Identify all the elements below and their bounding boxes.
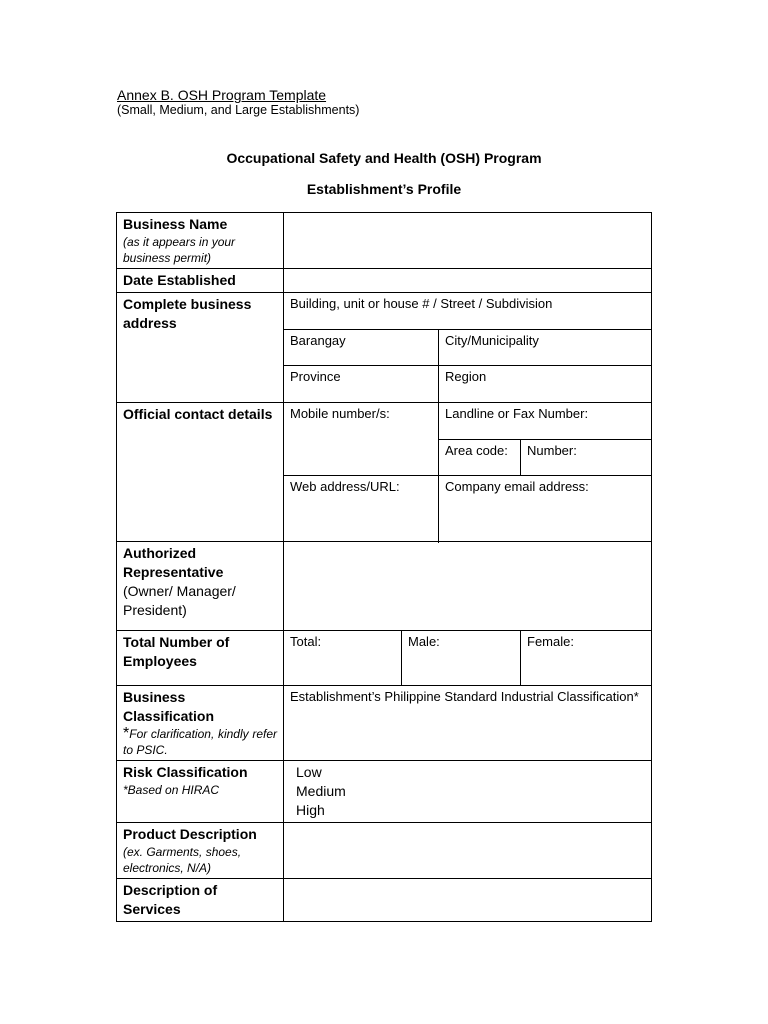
contact-email-field[interactable]: Company email address: (439, 476, 652, 542)
address-building-field[interactable]: Building, unit or house # / Street / Subdivision (284, 293, 652, 330)
contact-landline-label: Landline or Fax Number: (439, 403, 652, 440)
contact-number-field[interactable]: Number: (521, 440, 652, 476)
contact-web-field[interactable]: Web address/URL: (284, 476, 439, 542)
date-established-label-cell (117, 269, 284, 293)
employees-total-field[interactable]: Total: (284, 631, 402, 686)
annex-subtitle: (Small, Medium, and Large Establishments) (117, 103, 360, 117)
address-province-field[interactable]: Province (284, 366, 439, 403)
date-established-field[interactable] (284, 269, 652, 293)
business-name-hint: (as it appears in your business permit) (123, 235, 236, 265)
representative-label: Authorized Representative (123, 545, 224, 580)
contact-mobile-field[interactable]: Mobile number/s: (284, 403, 439, 476)
representative-field[interactable] (284, 542, 652, 631)
employees-female-field[interactable]: Female: (521, 631, 652, 686)
risk-option-high[interactable]: High (296, 802, 325, 818)
employees-label: Total Number of Employees (123, 634, 230, 669)
product-field[interactable] (284, 823, 652, 879)
address-label-cell (117, 293, 284, 403)
contact-label-cell (117, 403, 284, 542)
risk-label-cell (117, 761, 284, 823)
product-label-cell (117, 823, 284, 879)
risk-options-cell (284, 761, 652, 823)
classification-label-cell (117, 686, 284, 761)
risk-option-medium[interactable]: Medium (296, 783, 346, 799)
representative-sub: (Owner/ Manager/ President) (123, 583, 236, 618)
contact-area-code-field[interactable]: Area code: (439, 440, 521, 476)
classification-star: * (123, 725, 130, 742)
product-label: Product Description (123, 826, 257, 842)
representative-label-cell (117, 542, 284, 631)
business-name-label: Business Name (123, 216, 228, 232)
address-barangay-field[interactable]: Barangay (284, 330, 439, 366)
product-hint: (ex. Garments, shoes, electronics, N/A) (123, 845, 242, 875)
services-label: Description of Services (123, 882, 218, 917)
risk-option-low[interactable]: Low (296, 764, 322, 780)
date-established-label: Date Established (123, 272, 236, 288)
business-name-label-cell (117, 213, 284, 269)
annex-title: Annex B. OSH Program Template (117, 87, 327, 103)
risk-label: Risk Classification (123, 764, 248, 780)
business-name-field[interactable] (284, 213, 652, 269)
section-title: Establishment’s Profile (306, 181, 462, 197)
annex-header (117, 87, 359, 117)
classification-hint: For clarification, kindly refer to PSIC. (123, 727, 277, 757)
employees-male-field[interactable]: Male: (402, 631, 521, 686)
establishment-profile-table (116, 212, 652, 922)
address-region-field[interactable]: Region (439, 366, 652, 403)
classification-psic-field[interactable]: Establishment’s Philippine Standard Industrial Classification* (284, 686, 652, 761)
services-field[interactable] (284, 879, 652, 922)
address-city-field[interactable]: City/Municipality (439, 330, 652, 366)
address-label: Complete business address (123, 296, 252, 331)
employees-label-cell (117, 631, 284, 686)
main-title: Occupational Safety and Health (OSH) Program (226, 150, 542, 166)
classification-hint-wrap (123, 726, 277, 758)
classification-label: Business Classification (123, 689, 215, 724)
risk-hint: *Based on HIRAC (123, 783, 220, 797)
services-label-cell (117, 879, 284, 922)
contact-label: Official contact details (123, 406, 273, 422)
